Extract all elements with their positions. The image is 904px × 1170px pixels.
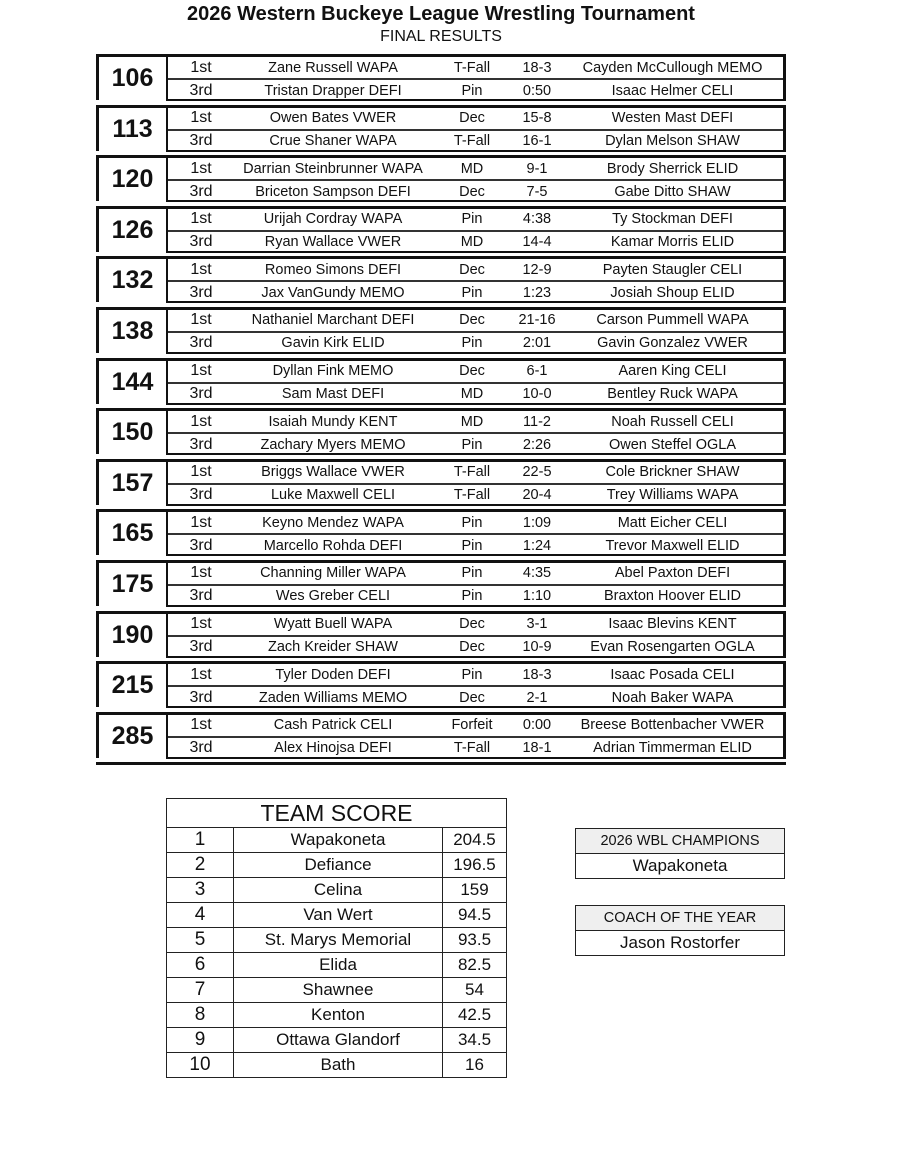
winner-name: Dyllan Fink MEMO — [272, 363, 394, 380]
match-rows — [166, 259, 786, 303]
match-score: 10-9 — [522, 639, 552, 656]
result-type: Forfeit — [451, 717, 493, 734]
match-score: 1:10 — [522, 588, 552, 605]
opponent-name: Trey Williams WAPA — [606, 487, 739, 504]
place-label: 3rd — [189, 435, 213, 453]
match-row — [168, 259, 783, 280]
match-row — [168, 158, 783, 179]
coach-label: COACH OF THE YEAR — [576, 906, 784, 931]
winner-name: Sam Mast DEFI — [281, 386, 385, 403]
opponent-name: Braxton Hoover ELID — [603, 588, 741, 605]
result-type: MD — [460, 413, 484, 430]
team-points: 159 — [443, 878, 507, 903]
match-row — [168, 411, 783, 432]
weight-class: 138 — [96, 310, 166, 353]
opponent-name: Gabe Ditto SHAW — [614, 183, 731, 200]
winner-name: Wyatt Buell WAPA — [273, 616, 393, 633]
match-row — [168, 78, 783, 101]
result-type: Pin — [461, 666, 483, 683]
match-score: 16-1 — [522, 133, 552, 150]
result-type: T-Fall — [453, 59, 491, 76]
opponent-name: Breese Bottenbacher VWER — [580, 717, 765, 734]
match-score: 0:50 — [522, 82, 552, 99]
place-label: 1st — [190, 665, 212, 683]
team-rank: 10 — [167, 1053, 234, 1078]
team-name: Shawnee — [234, 978, 443, 1003]
place-label: 3rd — [189, 385, 213, 403]
match-score: 6-1 — [526, 363, 548, 380]
match-row — [168, 533, 783, 556]
team-score-row — [167, 903, 507, 928]
winner-name: Zaden Williams MEMO — [258, 689, 408, 706]
weight-class: 150 — [96, 411, 166, 454]
team-score-row — [167, 978, 507, 1003]
team-points: 93.5 — [443, 928, 507, 953]
match-score: 0:00 — [522, 717, 552, 734]
champions-box — [575, 828, 785, 879]
opponent-name: Dylan Melson SHAW — [605, 133, 740, 150]
weight-class: 106 — [96, 57, 166, 100]
champions-value: Wapakoneta — [632, 856, 728, 875]
place-label: 3rd — [189, 536, 213, 554]
winner-name: Owen Bates VWER — [269, 110, 397, 127]
place-label: 1st — [190, 412, 212, 430]
winner-name: Ryan Wallace VWER — [264, 234, 402, 251]
weight-class: 215 — [96, 664, 166, 707]
place-label: 3rd — [189, 233, 213, 251]
winner-name: Gavin Kirk ELID — [281, 335, 385, 352]
team-points: 82.5 — [443, 953, 507, 978]
match-rows — [166, 310, 786, 354]
match-rows — [166, 614, 786, 658]
weight-block — [96, 206, 786, 257]
match-row — [168, 483, 783, 506]
opponent-name: Bentley Ruck WAPA — [607, 386, 738, 403]
match-score: 12-9 — [522, 261, 552, 278]
winner-name: Nathaniel Marchant DEFI — [251, 312, 415, 329]
match-rows — [166, 462, 786, 506]
team-rank: 6 — [167, 953, 234, 978]
match-row — [168, 715, 783, 736]
page-subtitle: FINAL RESULTS — [380, 28, 502, 45]
match-score: 20-4 — [522, 487, 552, 504]
winner-name: Luke Maxwell CELI — [270, 487, 396, 504]
match-score: 22-5 — [522, 464, 552, 481]
place-label: 3rd — [189, 587, 213, 605]
team-name: Elida — [234, 953, 443, 978]
place-label: 3rd — [189, 182, 213, 200]
place-label: 1st — [190, 362, 212, 380]
result-type: T-Fall — [453, 133, 491, 150]
opponent-name: Evan Rosengarten OGLA — [590, 639, 755, 656]
result-type: Dec — [459, 363, 485, 380]
team-name: Kenton — [234, 1003, 443, 1028]
place-label: 3rd — [189, 283, 213, 301]
result-type: Pin — [461, 537, 483, 554]
weight-block — [96, 560, 786, 611]
match-row — [168, 209, 783, 230]
team-points: 204.5 — [443, 828, 507, 853]
match-row — [168, 512, 783, 533]
winner-name: Channing Miller WAPA — [260, 565, 406, 582]
team-rank: 5 — [167, 928, 234, 953]
results-table — [96, 54, 786, 762]
result-type: Pin — [461, 335, 483, 352]
match-score: 2:01 — [522, 335, 552, 352]
place-label: 3rd — [189, 739, 213, 757]
match-rows — [166, 563, 786, 607]
team-score-row — [167, 953, 507, 978]
weight-class: 132 — [96, 259, 166, 302]
winner-name: Briceton Sampson DEFI — [255, 183, 411, 200]
opponent-name: Kamar Morris ELID — [610, 234, 735, 251]
result-type: Pin — [461, 436, 483, 453]
result-type: MD — [460, 160, 484, 177]
place-label: 3rd — [189, 334, 213, 352]
match-row — [168, 664, 783, 685]
result-type: Pin — [461, 514, 483, 531]
opponent-name: Noah Russell CELI — [611, 413, 734, 430]
result-type: MD — [460, 234, 484, 251]
team-points: 42.5 — [443, 1003, 507, 1028]
match-score: 10-0 — [522, 386, 552, 403]
match-score: 11-2 — [523, 413, 551, 430]
match-score: 18-3 — [522, 59, 552, 76]
team-rank: 1 — [167, 828, 234, 853]
team-score-row — [167, 1028, 507, 1053]
match-score: 4:38 — [522, 211, 552, 228]
weight-class: 120 — [96, 158, 166, 201]
team-rank: 8 — [167, 1003, 234, 1028]
team-name: Defiance — [234, 853, 443, 878]
place-label: 1st — [190, 159, 212, 177]
match-score: 1:23 — [522, 284, 552, 301]
weight-block — [96, 105, 786, 156]
team-score-row — [167, 853, 507, 878]
weight-block — [96, 256, 786, 307]
weight-block — [96, 712, 786, 763]
match-rows — [166, 664, 786, 708]
team-score-title: TEAM SCORE — [167, 799, 507, 828]
match-rows — [166, 108, 786, 152]
winner-name: Keyno Mendez WAPA — [262, 514, 404, 531]
winner-name: Jax VanGundy MEMO — [261, 284, 405, 301]
weight-class: 157 — [96, 462, 166, 505]
match-row — [168, 614, 783, 635]
opponent-name: Gavin Gonzalez VWER — [597, 335, 748, 352]
weight-class: 144 — [96, 361, 166, 404]
winner-name: Urijah Cordray WAPA — [263, 211, 403, 228]
weight-block — [96, 54, 786, 105]
place-label: 3rd — [189, 486, 213, 504]
match-row — [168, 179, 783, 202]
coach-box — [575, 905, 785, 956]
match-score: 4:35 — [522, 565, 552, 582]
place-label: 3rd — [189, 638, 213, 656]
place-label: 3rd — [189, 688, 213, 706]
team-rank: 3 — [167, 878, 234, 903]
result-type: Pin — [461, 284, 483, 301]
opponent-name: Josiah Shoup ELID — [610, 284, 735, 301]
team-name: Bath — [234, 1053, 443, 1078]
match-score: 18-3 — [522, 666, 552, 683]
team-name: St. Marys Memorial — [234, 928, 443, 953]
match-score: 15-8 — [522, 110, 552, 127]
team-points: 34.5 — [443, 1028, 507, 1053]
place-label: 1st — [190, 513, 212, 531]
place-label: 1st — [190, 260, 212, 278]
match-score: 3-1 — [526, 616, 548, 633]
place-label: 1st — [190, 463, 212, 481]
place-label: 1st — [190, 210, 212, 228]
winner-name: Alex Hinojsa DEFI — [274, 740, 392, 757]
team-name: Van Wert — [234, 903, 443, 928]
weight-block — [96, 611, 786, 662]
opponent-name: Brody Sherrick ELID — [606, 160, 739, 177]
match-row — [168, 129, 783, 152]
opponent-name: Isaac Posada CELI — [610, 666, 735, 683]
result-type: Pin — [461, 82, 483, 99]
weight-block — [96, 307, 786, 358]
team-points: 16 — [443, 1053, 507, 1078]
match-rows — [166, 209, 786, 253]
match-rows — [166, 715, 786, 759]
match-row — [168, 310, 783, 331]
result-type: Pin — [461, 211, 483, 228]
champions-label: 2026 WBL CHAMPIONS — [576, 829, 784, 854]
opponent-name: Carson Pummell WAPA — [596, 312, 749, 329]
team-points: 94.5 — [443, 903, 507, 928]
place-label: 1st — [190, 615, 212, 633]
winner-name: Crue Shaner WAPA — [269, 133, 397, 150]
weight-block — [96, 509, 786, 560]
opponent-name: Cole Brickner SHAW — [605, 464, 740, 481]
opponent-name: Aaren King CELI — [618, 363, 727, 380]
winner-name: Zach Kreider SHAW — [268, 639, 398, 656]
result-type: T-Fall — [453, 487, 491, 504]
match-row — [168, 685, 783, 708]
team-rank: 2 — [167, 853, 234, 878]
match-row — [168, 563, 783, 584]
match-score: 1:24 — [522, 537, 552, 554]
opponent-name: Cayden McCullough MEMO — [582, 59, 763, 76]
weight-block — [96, 661, 786, 712]
match-row — [168, 635, 783, 658]
team-score-row — [167, 878, 507, 903]
match-score: 9-1 — [526, 160, 548, 177]
team-rank: 4 — [167, 903, 234, 928]
opponent-name: Adrian Timmerman ELID — [593, 740, 752, 757]
team-score-table — [166, 798, 507, 1078]
match-score: 21-16 — [518, 312, 556, 329]
winner-name: Briggs Wallace VWER — [261, 464, 405, 481]
match-row — [168, 108, 783, 129]
team-points: 54 — [443, 978, 507, 1003]
opponent-name: Isaac Blevins KENT — [608, 616, 737, 633]
opponent-name: Westen Mast DEFI — [611, 110, 734, 127]
coach-value: Jason Rostorfer — [620, 933, 740, 952]
match-row — [168, 361, 783, 382]
winner-name: Zachary Myers MEMO — [260, 436, 406, 453]
opponent-name: Isaac Helmer CELI — [611, 82, 734, 99]
winner-name: Tristan Drapper DEFI — [264, 82, 402, 99]
page-title: 2026 Western Buckeye League Wrestling Tournament — [187, 3, 695, 25]
match-score: 2-1 — [526, 689, 548, 706]
place-label: 3rd — [189, 132, 213, 150]
opponent-name: Abel Paxton DEFI — [614, 565, 731, 582]
match-score: 7-5 — [526, 183, 548, 200]
winner-name: Marcello Rohda DEFI — [263, 537, 403, 554]
winner-name: Isaiah Mundy KENT — [268, 413, 398, 430]
team-name: Ottawa Glandorf — [234, 1028, 443, 1053]
result-type: Dec — [459, 312, 485, 329]
result-type: Dec — [459, 261, 485, 278]
weight-block — [96, 459, 786, 510]
result-type: Dec — [459, 616, 485, 633]
team-score-row — [167, 928, 507, 953]
opponent-name: Noah Baker WAPA — [611, 689, 734, 706]
match-score: 2:26 — [522, 436, 552, 453]
winner-name: Tyler Doden DEFI — [275, 666, 391, 683]
match-row — [168, 280, 783, 303]
weight-class: 165 — [96, 512, 166, 555]
result-type: Pin — [461, 565, 483, 582]
result-type: T-Fall — [453, 740, 491, 757]
opponent-name: Matt Eicher CELI — [617, 514, 728, 531]
weight-class: 190 — [96, 614, 166, 657]
match-rows — [166, 512, 786, 556]
weight-block — [96, 358, 786, 409]
place-label: 1st — [190, 311, 212, 329]
weight-block — [96, 155, 786, 206]
weight-class: 175 — [96, 563, 166, 606]
result-type: Dec — [459, 110, 485, 127]
place-label: 1st — [190, 109, 212, 127]
winner-name: Romeo Simons DEFI — [264, 261, 402, 278]
team-points: 196.5 — [443, 853, 507, 878]
results-bottom-rule — [96, 762, 786, 765]
team-score-row — [167, 1053, 507, 1078]
place-label: 1st — [190, 564, 212, 582]
team-rank: 9 — [167, 1028, 234, 1053]
match-row — [168, 331, 783, 354]
opponent-name: Ty Stockman DEFI — [612, 211, 733, 228]
winner-name: Zane Russell WAPA — [268, 59, 398, 76]
match-row — [168, 230, 783, 253]
match-rows — [166, 158, 786, 202]
weight-class: 285 — [96, 715, 166, 758]
result-type: Dec — [459, 639, 485, 656]
result-type: T-Fall — [453, 464, 491, 481]
winner-name: Cash Patrick CELI — [273, 717, 393, 734]
result-type: MD — [460, 386, 484, 403]
team-score-row — [167, 828, 507, 853]
opponent-name: Trevor Maxwell ELID — [605, 537, 740, 554]
result-type: Dec — [459, 183, 485, 200]
result-type: Pin — [461, 588, 483, 605]
match-row — [168, 584, 783, 607]
match-row — [168, 462, 783, 483]
match-score: 14-4 — [522, 234, 552, 251]
match-row — [168, 382, 783, 405]
match-row — [168, 736, 783, 759]
team-score-row — [167, 1003, 507, 1028]
weight-class: 126 — [96, 209, 166, 252]
match-rows — [166, 361, 786, 405]
winner-name: Darrian Steinbrunner WAPA — [243, 160, 423, 177]
team-name: Celina — [234, 878, 443, 903]
place-label: 1st — [190, 716, 212, 734]
weight-block — [96, 408, 786, 459]
place-label: 1st — [190, 58, 212, 76]
match-score: 1:09 — [522, 514, 552, 531]
opponent-name: Payten Staugler CELI — [602, 261, 743, 278]
team-name: Wapakoneta — [234, 828, 443, 853]
place-label: 3rd — [189, 81, 213, 99]
opponent-name: Owen Steffel OGLA — [608, 436, 737, 453]
team-rank: 7 — [167, 978, 234, 1003]
match-row — [168, 57, 783, 78]
weight-class: 113 — [96, 108, 166, 151]
result-type: Dec — [459, 689, 485, 706]
match-row — [168, 432, 783, 455]
match-rows — [166, 57, 786, 101]
winner-name: Wes Greber CELI — [275, 588, 391, 605]
match-score: 18-1 — [522, 740, 552, 757]
match-rows — [166, 411, 786, 455]
